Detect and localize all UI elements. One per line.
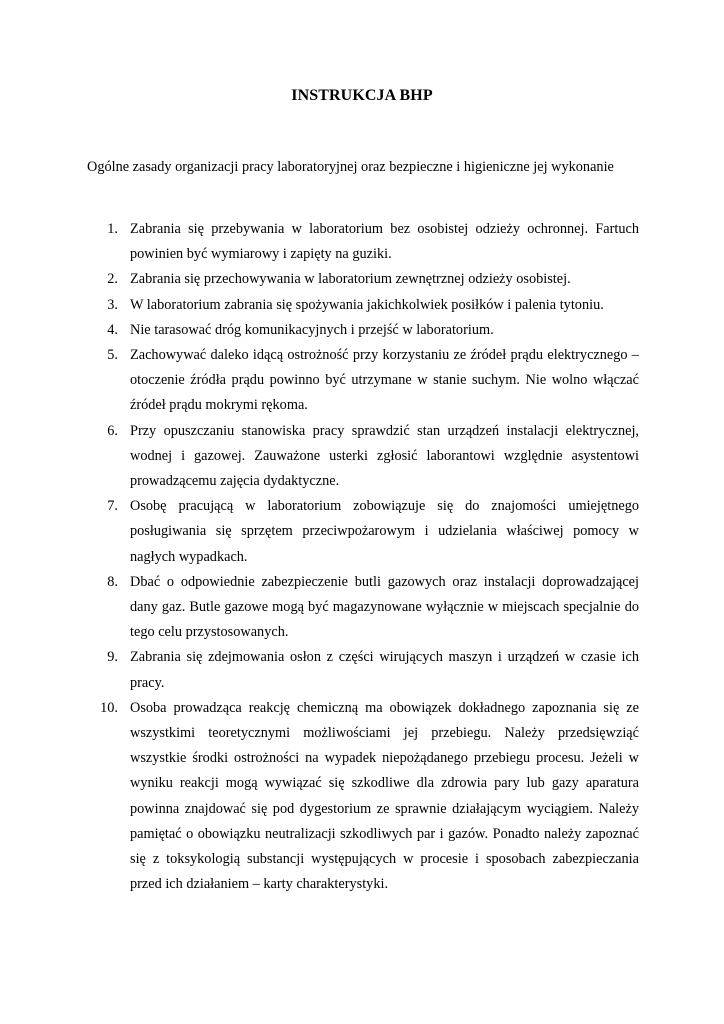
rule-number: 2.: [107, 271, 118, 288]
rule-text: Dbać o odpowiednie zabezpieczenie butli gazowych oraz instalacji doprowadzającej dany gaz. Butle gazowe mogą być magazynowane wyłącznie w miejscach specjalnie do tego celu przystosowanych.: [130, 573, 639, 641]
rule-text: Zabrania się przechowywania w laboratorium zewnętrznej odzieży osobistej.: [130, 271, 571, 288]
rule-number: 6.: [107, 422, 118, 439]
rule-text: Zachowywać daleko idącą ostrożność przy korzystaniu ze źródeł prądu elektrycznego – otoczenie źródła prądu powinno być utrzymane w stanie suchym. Nie wolno włączać źródeł prądu mokrymi rękoma.: [130, 347, 639, 414]
rule-text: Przy opuszczaniu stanowiska pracy sprawdzić stan urządzeń instalacji elektrycznej, wodnej i gazowej. Zauważone usterki zgłosić laborantowi względnie asystentowi prowadzącemu zajęcia dydaktyczne.: [130, 422, 639, 490]
rule-number: 3.: [107, 296, 118, 313]
rule-number: 9.: [107, 649, 118, 666]
rule-text: Nie tarasować dróg komunikacyjnych i przejść w laboratorium.: [130, 321, 494, 338]
rule-text: Zabrania się zdejmowania osłon z części wirujących maszyn i urządzeń w czasie ich pracy.: [130, 649, 639, 691]
rule-text: Osoba prowadząca reakcję chemiczną ma obowiązek dokładnego zapoznania się ze wszystkimi teoretycznymi możliwościami jej przebiegu. Należy przedsięwziąć wszystkie środki ostrożności na wypadek niepożądanego przebiegu procesu. Jeżeli w wyniku reakcji mogą wywiązać się szkodliwe dla zdrowia pary lub gazy aparatura powinna znajdować się pod dygestorium ze sprawnie działającym wyciągiem. Należy pamiętać o obowiązku neutralizacji szkodliwych par i gazów. Ponadto należy zapoznać się z toksykologią substancji występujących w procesie i sposobach zabezpieczania przed ich działaniem – karty charakterystyki.: [130, 699, 639, 893]
rule-number: 10.: [100, 699, 118, 716]
rule-text: W laboratorium zabrania się spożywania jakichkolwiek posiłków i palenia tytoniu.: [130, 296, 604, 313]
rule-number: 7.: [107, 498, 118, 515]
rule-item: [0, 293, 639, 318]
rule-number: 1.: [107, 221, 118, 237]
rule-text: Osobę pracującą w laboratorium zobowiązuje się do znajomości umiejętnego posługiwania się sprzętem przeciwpożarowym i udzielania właściwej pomocy w nagłych wypadkach.: [130, 498, 639, 565]
rule-number: 4.: [107, 321, 118, 338]
rule-item: [0, 494, 639, 570]
rule-item: [0, 267, 639, 292]
rule-number: 8.: [107, 573, 118, 590]
rule-number: 5.: [107, 347, 118, 364]
document-title: INSTRUKCJA BHP: [291, 87, 433, 104]
rules-list: [0, 217, 639, 897]
rule-text: Zabrania się przebywania w laboratorium bez osobistej odzieży ochronnej. Fartuch powinien być wymiarowy i zapięty na guziki.: [130, 221, 639, 263]
document-subtitle: Ogólne zasady organizacji pracy laboratoryjnej oraz bezpieczne i higieniczne jej wykonanie: [87, 159, 614, 175]
rule-item: [0, 318, 639, 343]
rule-item: [0, 645, 639, 695]
rule-item: [0, 570, 639, 646]
rule-item: [0, 343, 639, 419]
rule-item: [0, 696, 639, 898]
rule-item: [0, 419, 639, 495]
rule-item: [0, 217, 639, 267]
